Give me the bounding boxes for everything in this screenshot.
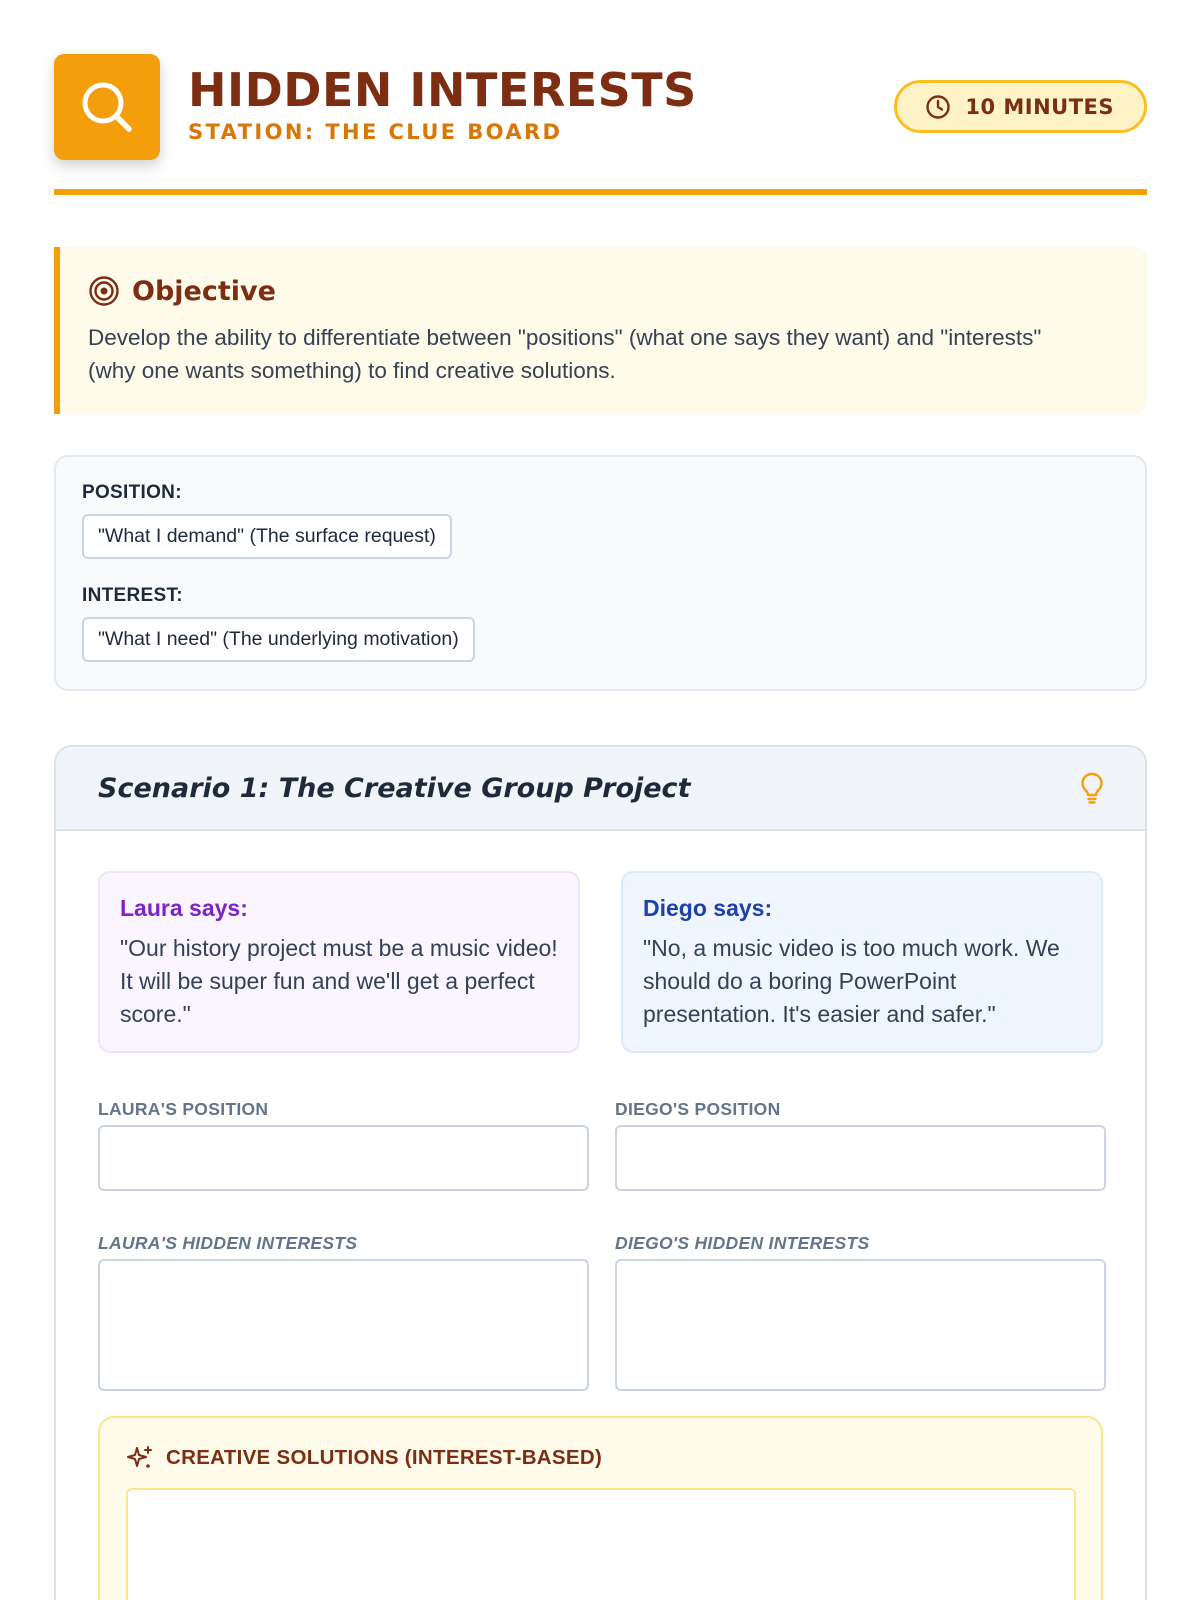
laura-quote: "Our history project must be a music video! It will be super fun and we'll get a perfect score." — [120, 935, 558, 1027]
diego-position-field[interactable] — [615, 1125, 1106, 1191]
laura-interests-field[interactable] — [98, 1259, 589, 1391]
laura-interests-label: LAURA'S HIDDEN INTERESTS — [98, 1233, 358, 1253]
page-title: HIDDEN INTERESTS — [188, 63, 697, 117]
diego-interests-field[interactable] — [615, 1259, 1106, 1391]
worksheet-page — [54, 0, 1147, 1469]
creative-solutions-title: CREATIVE SOLUTIONS (INTEREST-BASED) — [166, 1446, 603, 1469]
timer-label: 10 MINUTES — [965, 94, 1114, 119]
definitions-panel — [54, 455, 1147, 691]
objective-title: Objective — [132, 275, 276, 307]
laura-name: Laura says: — [120, 895, 248, 921]
scenario-card — [54, 745, 1147, 1600]
page-subtitle: STATION: THE CLUE BOARD — [188, 120, 563, 144]
objective-panel — [54, 247, 1147, 414]
clock-icon — [925, 94, 951, 120]
interest-definition-chip: "What I need" (The underlying motivation) — [82, 617, 475, 662]
creative-solutions-panel — [98, 1416, 1103, 1600]
scenario-title: Scenario 1: The Creative Group Project — [98, 772, 691, 804]
objective-text: Develop the ability to differentiate between "positions" (what one says they want) and "interests" (why one wants something) to find creative solutions. — [88, 325, 1042, 383]
timer-badge — [894, 80, 1147, 133]
creative-solutions-field[interactable] — [126, 1488, 1076, 1600]
laura-position-field[interactable] — [98, 1125, 589, 1191]
search-icon — [78, 78, 136, 136]
target-icon — [88, 275, 120, 307]
laura-position-label: LAURA'S POSITION — [98, 1099, 269, 1119]
logo-tile — [54, 54, 160, 160]
diego-name: Diego says: — [643, 895, 773, 921]
diego-quote-card — [621, 871, 1103, 1053]
position-definition-label: POSITION: — [82, 482, 182, 503]
scenario-header — [56, 747, 1145, 831]
position-definition-chip: "What I demand" (The surface request) — [82, 514, 452, 559]
sparkles-icon — [126, 1444, 154, 1472]
diego-position-label: DIEGO'S POSITION — [615, 1099, 781, 1119]
diego-interests-label: DIEGO'S HIDDEN INTERESTS — [615, 1233, 870, 1253]
laura-quote-card — [98, 871, 580, 1053]
diego-quote: "No, a music video is too much work. We should do a boring PowerPoint presentation. It's easier and safer." — [643, 935, 1060, 1027]
lightbulb-icon[interactable] — [1079, 771, 1105, 805]
page-header — [54, 0, 1147, 195]
interest-definition-label: INTEREST: — [82, 585, 183, 606]
